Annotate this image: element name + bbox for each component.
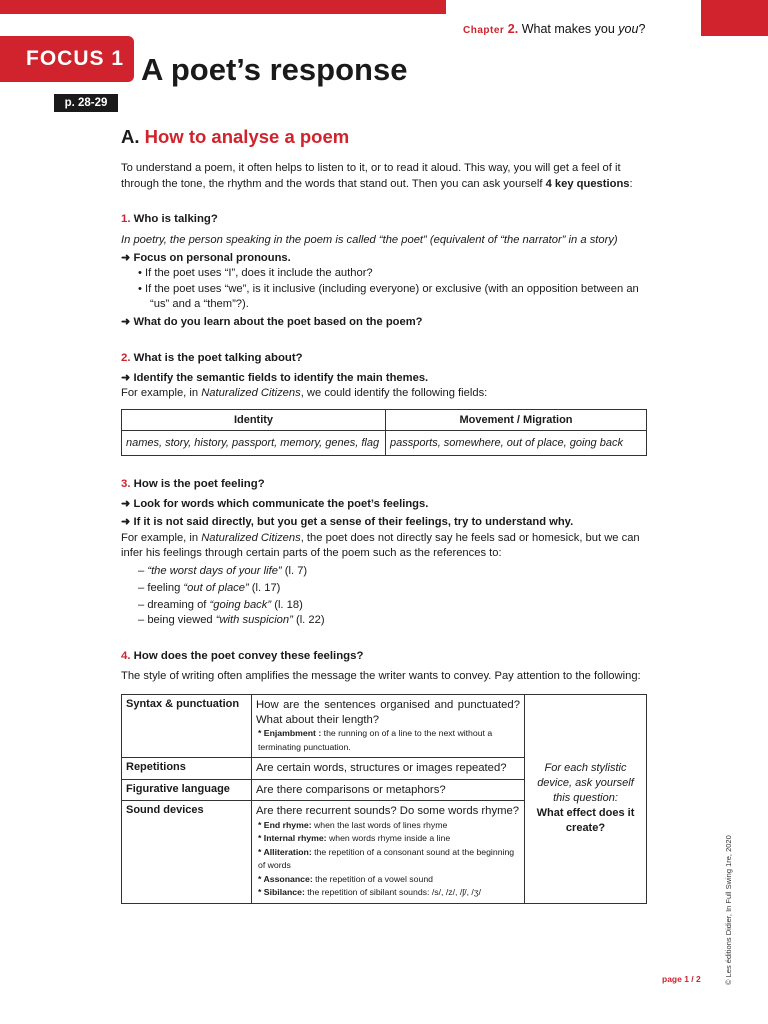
question-2: 2. What is the poet talking about? (121, 352, 303, 364)
copyright-notice: © Les éditions Didier, In Full Swing 1re, 2020 (724, 835, 733, 985)
chapter-header: Chapter 2. What makes you you? (463, 22, 646, 36)
table-cell: names, story, history, passport, memory, genes, flag (122, 431, 386, 456)
focus-badge: FOCUS 1 (0, 36, 134, 82)
question-4: 4. How does the poet convey these feelings? (121, 650, 364, 662)
top-red-bar (0, 0, 446, 14)
row-question: Are there recurrent sounds? Do some words rhyme? * End rhyme: when the last words of lines rhyme * Internal rhyme: when words rhyme inside a line * Alliteration: the repetition of a consonant sound at the beginning of words * Assonance: the repetition of a vowel sound * Sibilance: the repetition of sibilant sounds: /s/, /z/, /ʃ/, /ʒ/ (252, 801, 525, 904)
semantic-fields-table (121, 409, 647, 456)
list-item: – dreaming of “going back” (l. 18) (138, 599, 303, 611)
q1-bullet-2-cont: “us” and a “them”?). (150, 298, 249, 310)
q1-note: In poetry, the person speaking in the poem is called “the poet” (equivalent of “the narrator” in a story) (121, 234, 618, 246)
q3-example-cont: infer his feelings through certain parts of the poem such as the references to: (121, 547, 502, 559)
side-note: For each stylistic device, ask yourself this question: What effect does it create? (525, 695, 647, 904)
question-1: 1. Who is talking? (121, 213, 218, 225)
note: * Alliteration: the repetition of a consonant sound at the beginning of words (258, 846, 515, 870)
stylistic-devices-table (121, 694, 647, 904)
row-question: Are certain words, structures or images repeated? (252, 758, 525, 780)
q1-arrow-2: ➜ What do you learn about the poet based on the poem? (121, 316, 423, 328)
page-title: A poet’s response (141, 52, 408, 87)
q1-bullet-1: • If the poet uses “I”, does it include the author? (138, 267, 373, 279)
question-3: 3. How is the poet feeling? (121, 478, 265, 490)
q2-arrow-1: ➜ Identify the semantic fields to identify the main themes. (121, 372, 429, 384)
q2-example: For example, in Naturalized Citizens, we could identify the following fields: (121, 387, 488, 399)
intro-paragraph: To understand a poem, it often helps to listen to it, or to read it aloud. This way, you will get a feel of it through the tone, the rhythm and the words that stand out. Then you can ask yourself 4 key questions: (121, 162, 633, 190)
top-red-block (701, 0, 768, 36)
table-row (122, 695, 647, 758)
table-header: Movement / Migration (386, 410, 647, 431)
table-row (122, 431, 647, 456)
q4-intro: The style of writing often amplifies the message the writer wants to convey. Pay attention to the following: (121, 670, 641, 682)
table-header-row (122, 410, 647, 431)
table-cell: passports, somewhere, out of place, going back (386, 431, 647, 456)
row-header: Figurative language (122, 779, 252, 801)
note: * End rhyme: when the last words of lines rhyme (258, 819, 448, 830)
note: * Sibilance: the repetition of sibilant sounds: /s/, /z/, /ʃ/, /ʒ/ (258, 887, 481, 897)
section-heading: A. How to analyse a poem (121, 126, 350, 147)
row-header: Syntax & punctuation (122, 695, 252, 758)
q1-arrow-1: ➜ Focus on personal pronouns. (121, 252, 291, 264)
q3-arrow-1: ➜ Look for words which communicate the poet’s feelings. (121, 498, 429, 510)
q3-example: For example, in Naturalized Citizens, the poet does not directly say he feels sad or homesick, but we can (121, 532, 640, 544)
page-number: page 1 / 2 (662, 974, 701, 984)
table-header: Identity (122, 410, 386, 431)
row-header: Repetitions (122, 758, 252, 780)
list-item: – feeling “out of place” (l. 17) (138, 582, 281, 594)
q3-arrow-2: ➜ If it is not said directly, but you get a sense of their feelings, try to understand why. (121, 516, 574, 528)
row-question: Are there comparisons or metaphors? (252, 779, 525, 801)
list-item: – being viewed “with suspicion” (l. 22) (138, 614, 325, 626)
q1-bullet-2: • If the poet uses “we”, is it inclusive (including everyone) or exclusive (with an opposition between an (138, 283, 639, 295)
list-item: – “the worst days of your life” (l. 7) (138, 565, 308, 577)
note: * Internal rhyme: when words rhyme inside a line (258, 833, 451, 843)
row-header: Sound devices (122, 801, 252, 904)
note: * Assonance: the repetition of a vowel sound (258, 873, 433, 884)
row-question: How are the sentences organised and punctuated? What about their length? * Enjambment : the running on of a line to the next without a terminating punctuation. (252, 695, 525, 758)
page-reference-badge: p. 28-29 (54, 94, 118, 112)
note: * Enjambment : the running on of a line to the next without a terminating punctuation. (258, 728, 493, 752)
